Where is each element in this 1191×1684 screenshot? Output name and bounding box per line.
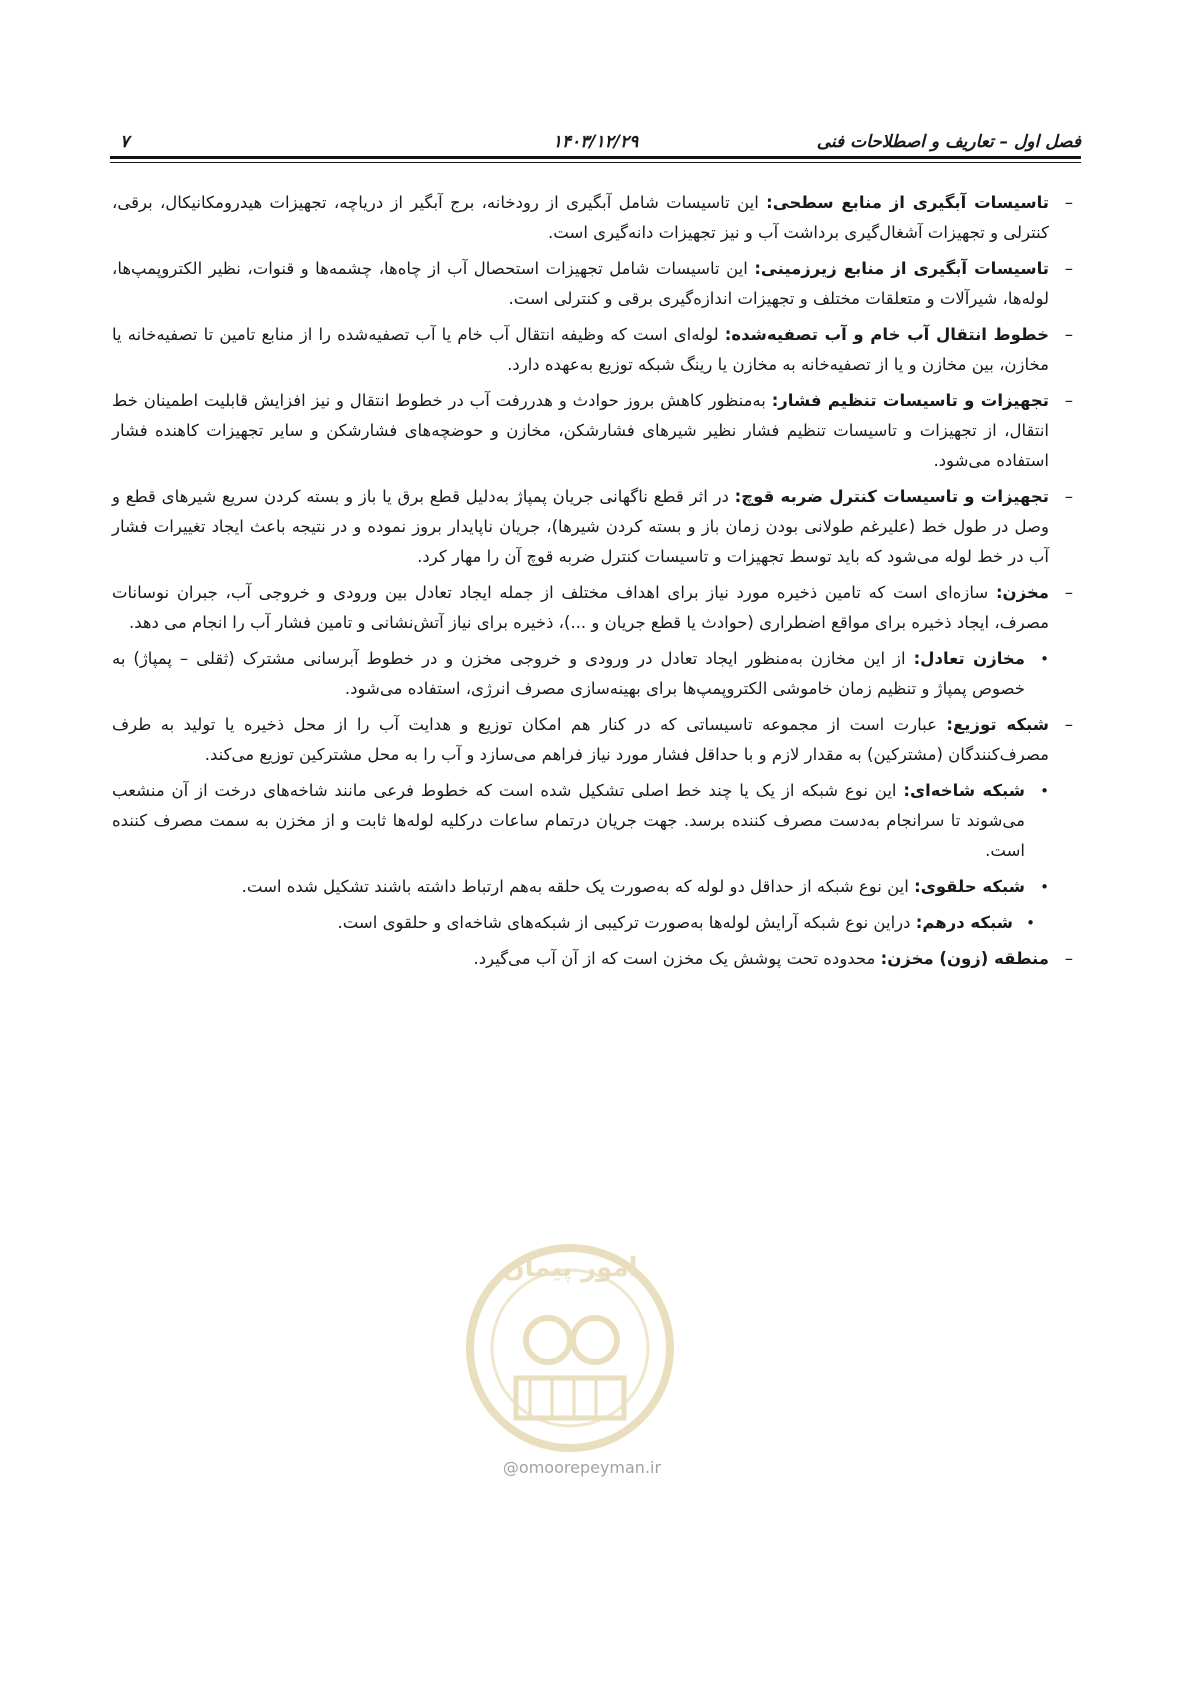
definition-term: تاسیسات آبگیری از منابع سطحی:	[766, 193, 1049, 212]
definition-item	[112, 386, 1079, 476]
dash-marker: –	[1064, 325, 1073, 344]
definition-text: این تاسیسات شامل آبگیری از رودخانه، برج آبگیر از دریاچه، تجهیزات هیدرومکانیکال، برقی، کنترلی و تجهیزات آشغال‌گیری برداشت آب و نیز تجهیزات دانه‌گیری است.	[112, 193, 1049, 242]
watermark-url: @omoorepeyman.ir	[502, 1458, 662, 1477]
header-rule-thick	[110, 156, 1081, 159]
definition-term: منطقه (زون) مخزن:	[880, 949, 1049, 968]
definition-item	[112, 710, 1079, 770]
definition-term: شبکه درهم:	[915, 913, 1013, 932]
definition-term: خطوط انتقال آب خام و آب تصفیه‌شده:	[724, 325, 1049, 344]
definitions-list	[112, 188, 1079, 980]
definition-text: از این مخازن به‌منظور ایجاد تعادل در ورودی و خروجی مخزن و در خطوط آبرسانی مشترک (ثقلی – پمپاژ) به خصوص پمپاژ و تنظیم زمان خاموشی الکتروپمپ‌ها برای بهینه‌سازی مصرف انرژی، استفاده می‌شود.	[112, 649, 1025, 698]
header-date: ۱۴۰۳/۱۲/۲۹	[552, 132, 639, 152]
definition-item	[112, 482, 1079, 572]
definition-term: تاسیسات آبگیری از منابع زیرزمینی:	[754, 259, 1049, 278]
page-header	[110, 112, 1081, 162]
sub-definition-item	[112, 776, 1079, 866]
sub-definition-item	[112, 872, 1079, 902]
definition-text: دراین نوع شبکه آرایش لوله‌ها به‌صورت ترکیبی از شبکه‌های شاخه‌ای و حلقوی است.	[337, 913, 916, 932]
definition-term: مخزن:	[995, 583, 1049, 602]
definition-text: به‌منظور کاهش بروز حوادث و هدررفت آب در خطوط انتقال و نیز افزایش قابلیت اطمینان خط انتقال، از تجهیزات و تاسیسات تنظیم فشار نظیر شیرهای فشارشکن، مخازن و حوضچه‌های فشارشکن و سایر تجهیزات کاهنده فشار استفاده می‌شود.	[112, 391, 1049, 470]
bullet-marker: •	[1026, 914, 1035, 932]
header-rule-thin	[110, 162, 1081, 163]
dash-marker: –	[1064, 715, 1073, 734]
definition-text: این تاسیسات شامل تجهیزات استحصال آب از چاه‌ها، چشمه‌ها و قنوات، نظیر الکتروپمپ‌ها، لوله‌ها، شیرآلات و متعلقات مختلف و تجهیزات اندازه‌گیری برقی و کنترلی است.	[112, 259, 1049, 308]
definition-text: سازه‌ای است که تامین ذخیره مورد نیاز برای اهداف مختلف از جمله ایجاد تعادل بین ورودی و خروجی آب، جبران نوسانات مصرف، ایجاد ذخیره برای مواقع اضطراری (حوادث یا قطع جریان و ...)، ذخیره برای نیاز آتش‌نشانی و تامین فشار آب را انجام می دهد.	[112, 583, 1049, 632]
dash-marker: –	[1064, 487, 1073, 506]
definition-text: این نوع شبکه از یک یا چند خط اصلی تشکیل شده است که خطوط فرعی مانند شاخه‌های درخت از آن منشعب می‌شوند تا سرانجام به‌دست مصرف کننده برسد. جهت جریان درتمام ساعات درکلیه لوله‌ها ثابت و از مخزن به سمت مصرف کننده است.	[112, 781, 1025, 860]
dash-marker: –	[1064, 583, 1073, 602]
bullet-marker: •	[1040, 782, 1049, 800]
page-number: ۷	[120, 132, 130, 152]
definition-term: تجهیزات و تاسیسات کنترل ضربه قوچ:	[734, 487, 1050, 506]
definition-term: شبکه شاخه‌ای:	[903, 781, 1025, 800]
dash-marker: –	[1064, 949, 1073, 968]
definition-text: لوله‌ای است که وظیفه انتقال آب خام یا آب تصفیه‌شده را از منابع تامین تا تصفیه‌خانه یا مخازن، بین مخازن و یا از تصفیه‌خانه به مخازن یا رینگ شبکه توزیع به‌عهده دارد.	[112, 325, 1049, 374]
dash-marker: –	[1064, 391, 1073, 410]
watermark-logo	[430, 1228, 710, 1478]
definition-text: در اثر قطع ناگهانی جریان پمپاژ به‌دلیل قطع برق یا باز و بسته کردن سریع شیرهای قطع و وصل در طول خط (علیرغم طولانی بودن زمان باز و بسته کردن شیرها)، جریان ناپایدار بروز نموده و در نتیجه باعث ایجاد تغییرات فشار آب در خط لوله می‌شود که باید توسط تجهیزات و تاسیسات کنترل ضربه قوچ آن را مهار کرد.	[112, 487, 1049, 566]
definition-item	[112, 578, 1079, 638]
definition-text: محدوده تحت پوشش یک مخزن است که از آن آب می‌گیرد.	[473, 949, 881, 968]
definition-term: تجهیزات و تاسیسات تنظیم فشار:	[771, 391, 1049, 410]
dash-marker: –	[1064, 259, 1073, 278]
definition-term: شبکه توزیع:	[946, 715, 1050, 734]
dash-marker: –	[1064, 193, 1073, 212]
bullet-marker: •	[1040, 650, 1049, 668]
sub-definition-item	[112, 908, 1079, 938]
sub-definition-item	[112, 644, 1079, 704]
bullet-marker: •	[1040, 878, 1049, 896]
definition-item	[112, 944, 1079, 974]
definition-term: شبکه حلقوی:	[914, 877, 1025, 896]
definition-item	[112, 320, 1079, 380]
chapter-title: فصل اول – تعاریف و اصطلاحات فنی	[816, 132, 1081, 152]
watermark-logo-text: امور پیمان	[502, 1253, 638, 1283]
definition-item	[112, 188, 1079, 248]
definition-term: مخازن تعادل:	[913, 649, 1026, 668]
definition-item	[112, 254, 1079, 314]
definition-text: این نوع شبکه از حداقل دو لوله که به‌صورت یک حلقه به‌هم ارتباط داشته باشند تشکیل شده است.	[241, 877, 915, 896]
definition-text: عبارت است از مجموعه تاسیساتی که در کنار هم امکان توزیع و هدایت آب را از محل ذخیره یا تولید به طرف مصرف‌کنندگان (مشترکین) به مقدار لازم و با حداقل فشار مورد نیاز فراهم می‌سازد و آب را به محل مشترکین توزیع می‌کند.	[112, 715, 1049, 764]
